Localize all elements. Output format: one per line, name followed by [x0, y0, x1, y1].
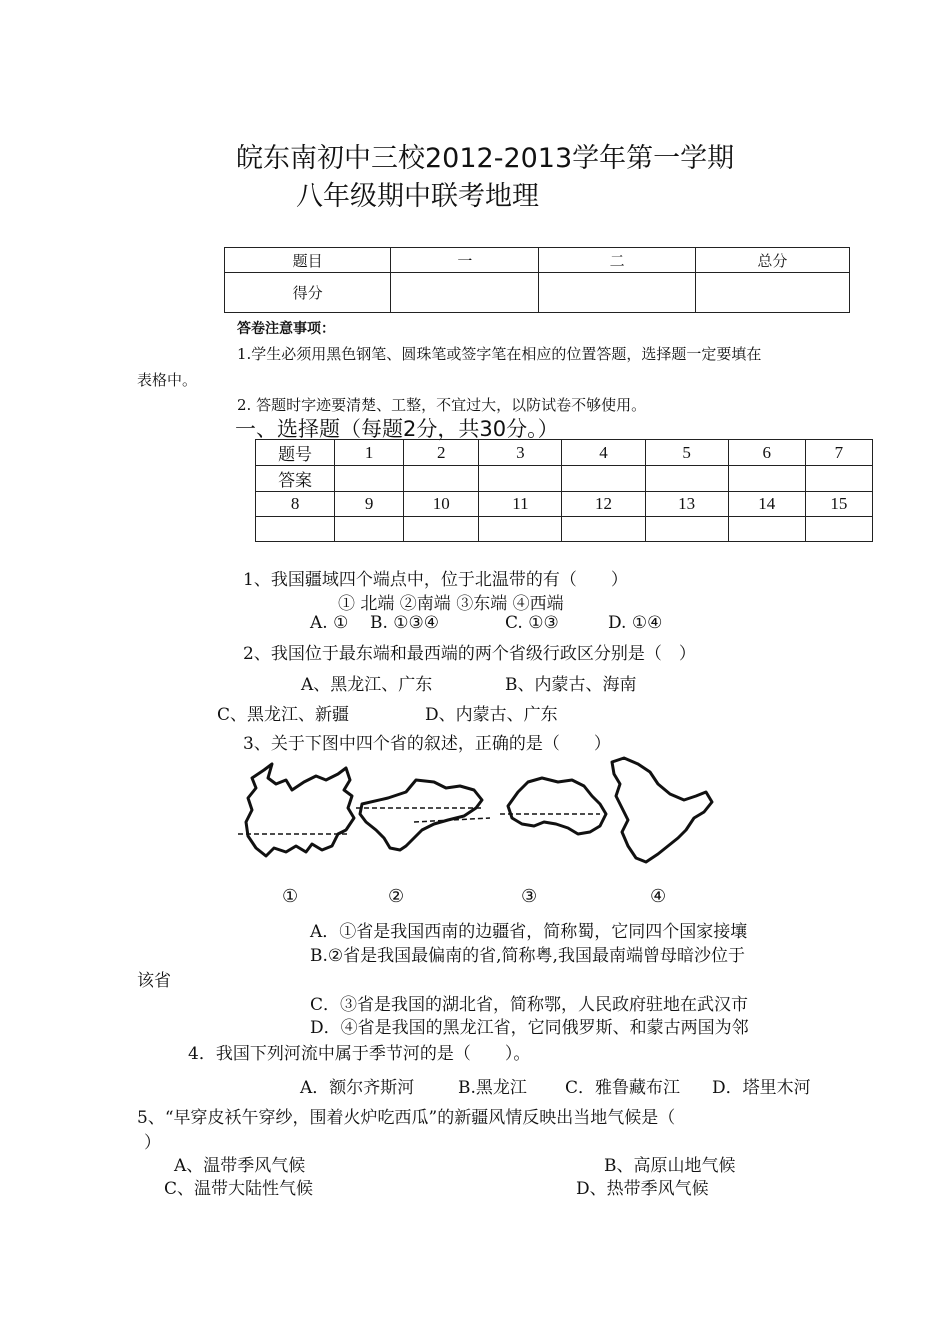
page-title-line1: 皖东南初中三校2012-2013学年第一学期 — [236, 143, 735, 174]
answer-cell[interactable] — [805, 466, 872, 492]
map-label-1: ① — [282, 886, 299, 907]
q2-option-b: B、内蒙古、海南 — [505, 675, 637, 695]
answer-table — [255, 439, 873, 542]
answer-cell[interactable] — [404, 466, 479, 492]
question-number-cell: 5 — [645, 440, 728, 466]
score-cell[interactable] — [539, 273, 695, 313]
score-row-label: 得分 — [225, 273, 391, 313]
q3-option-d: D．④省是我国的黑龙江省，它同俄罗斯、和蒙古两国为邻 — [310, 1018, 749, 1038]
answer-cell[interactable] — [562, 517, 645, 542]
q5-option-d: D、热带季风气候 — [576, 1179, 709, 1199]
q4-option-c: C．雅鲁藏布江 — [565, 1078, 681, 1098]
answer-cell[interactable] — [728, 466, 805, 492]
answer-cell[interactable] — [335, 517, 404, 542]
q5-option-a: A、温带季风气候 — [174, 1156, 306, 1176]
answer-cell[interactable] — [645, 517, 728, 542]
answer-cell[interactable] — [728, 517, 805, 542]
note-item-1: 1.学生必须用黑色钢笔、圆珠笔或签字笔在相应的位置答题，选择题一定要填在 — [237, 345, 762, 363]
score-header-cell: 题目 — [225, 248, 391, 273]
map-label-2: ② — [388, 886, 405, 907]
q3-option-b: B.②省是我国最偏南的省,简称粤,我国最南端曾母暗沙位于 — [310, 946, 745, 966]
question-number-cell: 10 — [404, 492, 479, 517]
province-outline-maps — [238, 752, 758, 870]
q4-option-a: A．额尔齐斯河 — [300, 1078, 415, 1098]
province-3-outline — [508, 778, 606, 834]
page-title-line2: 八年级期中联考地理 — [296, 181, 539, 212]
q2-stem: 2、我国位于最东端和最西端的两个省级行政区分别是（ ） — [243, 644, 696, 664]
q3-stem: 3、关于下图中四个省的叙述，正确的是（ ） — [243, 734, 611, 754]
q1-option-c: C. ①③ — [505, 613, 559, 633]
notes-heading: 答卷注意事项： — [237, 321, 335, 337]
question-number-cell: 8 — [256, 492, 335, 517]
score-header-cell: 总分 — [695, 248, 849, 273]
q3-option-c: C．③省是我国的湖北省，简称鄂，人民政府驻地在武汉市 — [310, 995, 749, 1015]
question-number-cell: 11 — [479, 492, 562, 517]
map-label-3: ③ — [521, 886, 538, 907]
answer-cell[interactable] — [562, 466, 645, 492]
q1-items: ① 北端 ②南端 ③东端 ④西端 — [338, 594, 564, 614]
note-item-2: 2. 答题时字迹要清楚、工整，不宜过大，以防试卷不够使用。 — [237, 396, 647, 414]
answer-cell[interactable] — [805, 517, 872, 542]
answer-table-label: 题号 — [256, 440, 335, 466]
province-2-outline — [360, 780, 482, 850]
answer-cell[interactable] — [479, 466, 562, 492]
note-item-1-cont: 表格中。 — [137, 371, 198, 389]
province-1-outline — [246, 764, 354, 856]
province-4-outline — [612, 758, 712, 862]
q1-option-a: A. ① — [310, 613, 349, 633]
question-number-cell: 12 — [562, 492, 645, 517]
q3-option-a: A．①省是我国西南的边疆省，简称蜀，它同四个国家接壤 — [310, 922, 748, 942]
q4-stem: 4．我国下列河流中属于季节河的是（ ）。 — [188, 1044, 531, 1064]
question-number-cell: 4 — [562, 440, 645, 466]
answer-table-label: 答案 — [256, 466, 335, 492]
answer-cell[interactable] — [256, 517, 335, 542]
score-header-cell: 一 — [391, 248, 539, 273]
question-number-cell: 6 — [728, 440, 805, 466]
q5-option-c: C、温带大陆性气候 — [164, 1179, 314, 1199]
q1-stem: 1、我国疆域四个端点中，位于北温带的有（ ） — [243, 570, 628, 590]
question-number-cell: 14 — [728, 492, 805, 517]
question-number-cell: 15 — [805, 492, 872, 517]
score-table — [224, 247, 850, 313]
answer-cell[interactable] — [335, 466, 404, 492]
answer-cell[interactable] — [404, 517, 479, 542]
score-cell[interactable] — [695, 273, 849, 313]
section-heading: 一、选择题（每题2分，共30分。） — [235, 417, 559, 441]
map-label-4: ④ — [650, 886, 667, 907]
score-header-cell: 二 — [539, 248, 695, 273]
q5-option-b: B、高原山地气候 — [604, 1156, 736, 1176]
question-number-cell: 3 — [479, 440, 562, 466]
q1-option-b: B. ①③④ — [370, 613, 440, 633]
answer-cell[interactable] — [645, 466, 728, 492]
question-number-cell: 13 — [645, 492, 728, 517]
score-cell[interactable] — [391, 273, 539, 313]
q5-stem: 5、“早穿皮袄午穿纱，围着火炉吃西瓜”的新疆风情反映出当地气候是（ — [137, 1108, 676, 1128]
q2-option-d: D、内蒙古、广东 — [425, 705, 558, 725]
q4-option-d: D．塔里木河 — [712, 1078, 811, 1098]
q2-option-a: A、黑龙江、广东 — [301, 675, 433, 695]
question-number-cell: 1 — [335, 440, 404, 466]
question-number-cell: 2 — [404, 440, 479, 466]
q5-stem-cont: ） — [144, 1133, 161, 1153]
question-number-cell: 9 — [335, 492, 404, 517]
q4-option-b: B.黑龙江 — [458, 1078, 527, 1098]
answer-cell[interactable] — [479, 517, 562, 542]
q2-option-c: C、黑龙江、新疆 — [217, 705, 350, 725]
q1-option-d: D. ①④ — [608, 613, 663, 633]
question-number-cell: 7 — [805, 440, 872, 466]
q3-option-b-cont: 该省 — [137, 971, 171, 991]
